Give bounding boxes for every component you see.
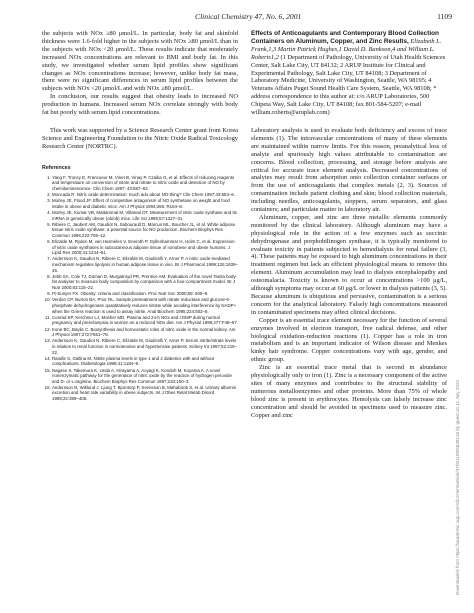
body-paragraph: Laboratory analysis is used to evaluate both deficiency and excess of trace elements (1). The intravascular concentrations of many of these elements are maintained within narrow limits. For this reason, preanalytical loss of analyte and spuriously high values attributable to contamination are concerns. Blood collection, processing, and storage before analysis are critical for accurate trace element analysis. Decreased concentrations of analytes may result from adsorption onto collection container surfaces or from the use of anticoagulants that complex metals (2, 3). Sources of contamination include patient clothing and skin; blood collection materials, including needles, anticoagulants, stoppers, serum separators, and glass containers; and particulate matter in laboratory air. bbox=[251, 126, 447, 214]
running-header bbox=[0, 12, 474, 26]
reference-item: 1. Yang F, Troncy E, Francoeur M, Vinet B, Vinay P, Czaika G, et al. Effects of reducing reagents and temperature on conversion of nitrite and nitrate to nitric oxide and detection of NO by chemiluminescence. Clin Chem 1997; 43:657–62. bbox=[52, 175, 238, 192]
page-number: 1109 bbox=[437, 12, 452, 21]
reference-item: 14. Randle S, Gallina M. Nitrite plasma levels in type 1 and 2 diabetics with and without complications. Diabetologia 1998;41:1184–9. bbox=[52, 356, 238, 367]
article-affiliations: (1 Department of Pathology, University of Utah Health Sciences Center, Salt Lake City, UT 84132; 2 ARUP Institute for Clinical and Experimental Pathology, Salt Lake City, UT 84108; 3 Department of Laboratory Medicine, University of Washington, Seattle, WA 98195; 4 Veterans Affairs Puget Sound Health Care System, Seattle, WA 98108; * address correspondence to this author at: c/o ARUP Laboratories, 500 Chipeta Way, Salt Lake City, UT 84108; fax 801-584-5207; e-mail william.roberts@aruplab.com) bbox=[251, 53, 446, 117]
body-paragraph: the subjects with NOx ≥80 μmol/L. In particular, body fat and skinfold thickness were 1.6-fold higher in the subjects with NOx ≥80 μmol/L than in the subjects with NOx <20 μmol/L. These results indicate that moderately increased NOx concentrations are relevant to BMI and body fat. In this study, we investigated whether serum lipid profiles show significant changes as NOx concentrations increase; however, unlike body fat mass, there were no significant differences in serum lipid profiles between the subjects with NOx <20 μmol/L and with NOx ≥80 μmol/L. bbox=[42, 30, 238, 93]
body-paragraph: In conclusion, our results suggest that obesity leads to increased NO production in humans. Increased serum NOx correlate strongly with body fat but poorly with serum lipid concentrations. bbox=[42, 93, 238, 117]
article-title: Effects of Anticoagulants and Contemporary Blood Collection Containers on Aluminum, Copper, and Zinc Results, bbox=[251, 30, 439, 45]
reference-item: 5. Ribiere C, Jaubert AM, Gaudiot N, Sabourault D, Marcus ML, Boucher JL, et al. White adipose tissue nitric oxide synthase: a potential source for NO production. Biochem Biophys Res Commun 1996;222:706–12. bbox=[52, 222, 238, 239]
journal-citation: Clinical Chemistry 47, No. 6, 2001 bbox=[195, 12, 302, 21]
download-watermark bbox=[455, 95, 465, 595]
reference-item: 12. Kone BC, Baylis C. Biosynthesis and homeostatic roles of nitric oxide in the normal kidney. Am J Physiol 1997;272:F561–78. bbox=[52, 327, 238, 338]
reference-item: 11. Conrad KP, Kerchner LJ, Mosher MD. Plasma and 24-h NOx and cGMP during normal pregnancy and preeclampsia in women on a reduced NOx diet. Am J Physiol 1999;277:F48–57. bbox=[52, 315, 238, 326]
reference-item: 8. Jebb SA, Cole TJ, Doman D, Murgatroyd PR, Prentice AM. Evaluation of the novel Tanita body-fat analyser to measure body composition by comparison with a four-compartment model. Br J Nutr 2000;83:115–22. bbox=[52, 274, 238, 291]
reference-item: 15. Nagase S, Takemura K, Ueda A, Hirayama A, Aoyagi K, Kondoh M, Koyama A. A novel nonenzymatic pathway for the generation of nitric oxide by the reaction of hydrogen peroxide and D- or L-arginine. Biochem Biophys Res Commun 1997;233:150–3. bbox=[52, 368, 238, 385]
reference-item: 2. Moncada R. Nitric oxide determination: much ado about NO-thing? Clin Chem 1997;43:553–6. bbox=[52, 192, 238, 198]
body-paragraph: Aluminum, copper, and zinc are three metallic elements commonly monitored by the clinical laboratory. Although aluminum may have a physiological role in the action of a few enzymes such as succinic dehydrogenase and porphobilinogen synthase, it is typically monitored to evaluate toxicity in patients subjected to hemodialysis for renal failure (3, 4). These patients may be exposed to high aluminum concentrations in their treatment regimen but lack an efficient physiological means to remove this element. Aluminum accumulation may lead to dialysis encephalopathy and osteomalacia. Toxicity is known to occur at concentrations >100 μg/L, although symptoms may occur at 60 μg/L or lower in dialysis patients (3, 5). Because aluminum is ubiquitous and pervasive, contamination is a serious concern for the analytical laboratory. Falsely high concentrations measured in contaminated specimens may affect clinical decisions. bbox=[251, 213, 447, 316]
references-list bbox=[42, 175, 238, 402]
reference-item: 6. Elizalde M, Ryden M, van Harmelen V, Eneroth P, Gyllenhammar H, Holm C, et al. Expression of nitric oxide synthases in subcutaneous adipose tissue of nonobese and obese humans. J Lipid Res 2000;41:1244–51. bbox=[52, 239, 238, 256]
references-heading: References bbox=[42, 164, 71, 171]
acknowledgment: This work was supported by a Science Research Center grant from Korea Science and Engineering Foundation to the Nitric Oxide Radical Toxicology Research Center (NORTRC). bbox=[42, 126, 238, 150]
article-heading bbox=[251, 30, 447, 117]
reference-item: 10. Verdon CP, Burton BA, Prior RL. Sample pretreatment with nitrate reductase and glucose-6-phosphate dehydrogenase quantitatively reduces nitrate while avoiding interference by NADP+ when the Griess reaction is used to assay nitrite. Anal Biochem 1995;224:502–8. bbox=[52, 297, 238, 314]
reference-item: 7. Andersson K, Gaudiot N, Ribiere C, Elizalde M, Giudicelli Y, Arner P. A nitric oxide-mediated mechanism regulates lipolysis in human adipose tissue in vivo. Br J Pharmacol 1999;126:1639–45. bbox=[52, 256, 238, 273]
reference-item: 9. Pi-Sunyer FX. Obesity: criteria and classification. Proc Nutr Soc 2000;59: 505–9. bbox=[52, 291, 238, 297]
reference-item: 3. Morley JE, Flood JF. Effect of competitive antagonism of NO synthetase on weight and food intake in obese and diabetic mice. Am J Physiol 1994;266: R164–8. bbox=[52, 198, 238, 209]
reference-item: 4. Morley JE, Kumar VB, Mattammal M, Villareal DT. Measurement of nitric oxide synthase and its mRNA in genetically obese (ob/ob) mice. Life Sci 1995;57:1327–31. bbox=[52, 210, 238, 221]
reference-item: 13. Andersson K, Gaudiot N, Ribiere C, Elizalde M, Giudicelli Y, Arner P. Serum nitrite/nitrate levels in relation to renal function in normotensive and hypertensive patients. Kidney Int 1997;52:215–22. bbox=[52, 338, 238, 355]
body-paragraph: Copper is an essential trace element necessary for the function of several enzymes involved in electron transport, free radical defense, and other biological oxidation-reduction reactions (1). Copper has a role in iron metabolism and is an important indicator of Wilson disease and Menkes kinky hair syndrome. Copper concentrations vary with age, gender, and ethnic group. bbox=[251, 316, 447, 364]
watermark-text: Downloaded from https://academic.oup.com/clinchem/article/47/6/1109/5639216 by guest on 11 July 2022 bbox=[455, 379, 460, 595]
right-column bbox=[251, 30, 447, 420]
reference-item: 16. Andersson B, Wiklund J, Ljung T, Bjorntorp P, Svensson B, Mahaboob S, et al. Urinary albumin excretion and heart rate variability in obese subjects. Int J Obes Relat Metab Disord 1998;22:399–405. bbox=[52, 385, 238, 402]
article-authors: Elizabeth L. Frank,1,3 Martin Patrick Hughes,1 David D. Bankson,4 and William L. Roberts1,2 bbox=[251, 37, 442, 61]
left-column bbox=[42, 30, 238, 402]
body-paragraph: Zinc is an essential trace metal that is second in abundance physiologically only to iron (1). Zinc is a necessary component of the active sites of many enzymes and contributes to the structural stability of numerous metalloenzymes and other proteins. More than 75% of whole blood zinc is present in erythrocytes. Hemolysis can falsely increase zinc concentration and should be avoided in specimens used to measure zinc. Copper and zinc bbox=[251, 364, 447, 419]
